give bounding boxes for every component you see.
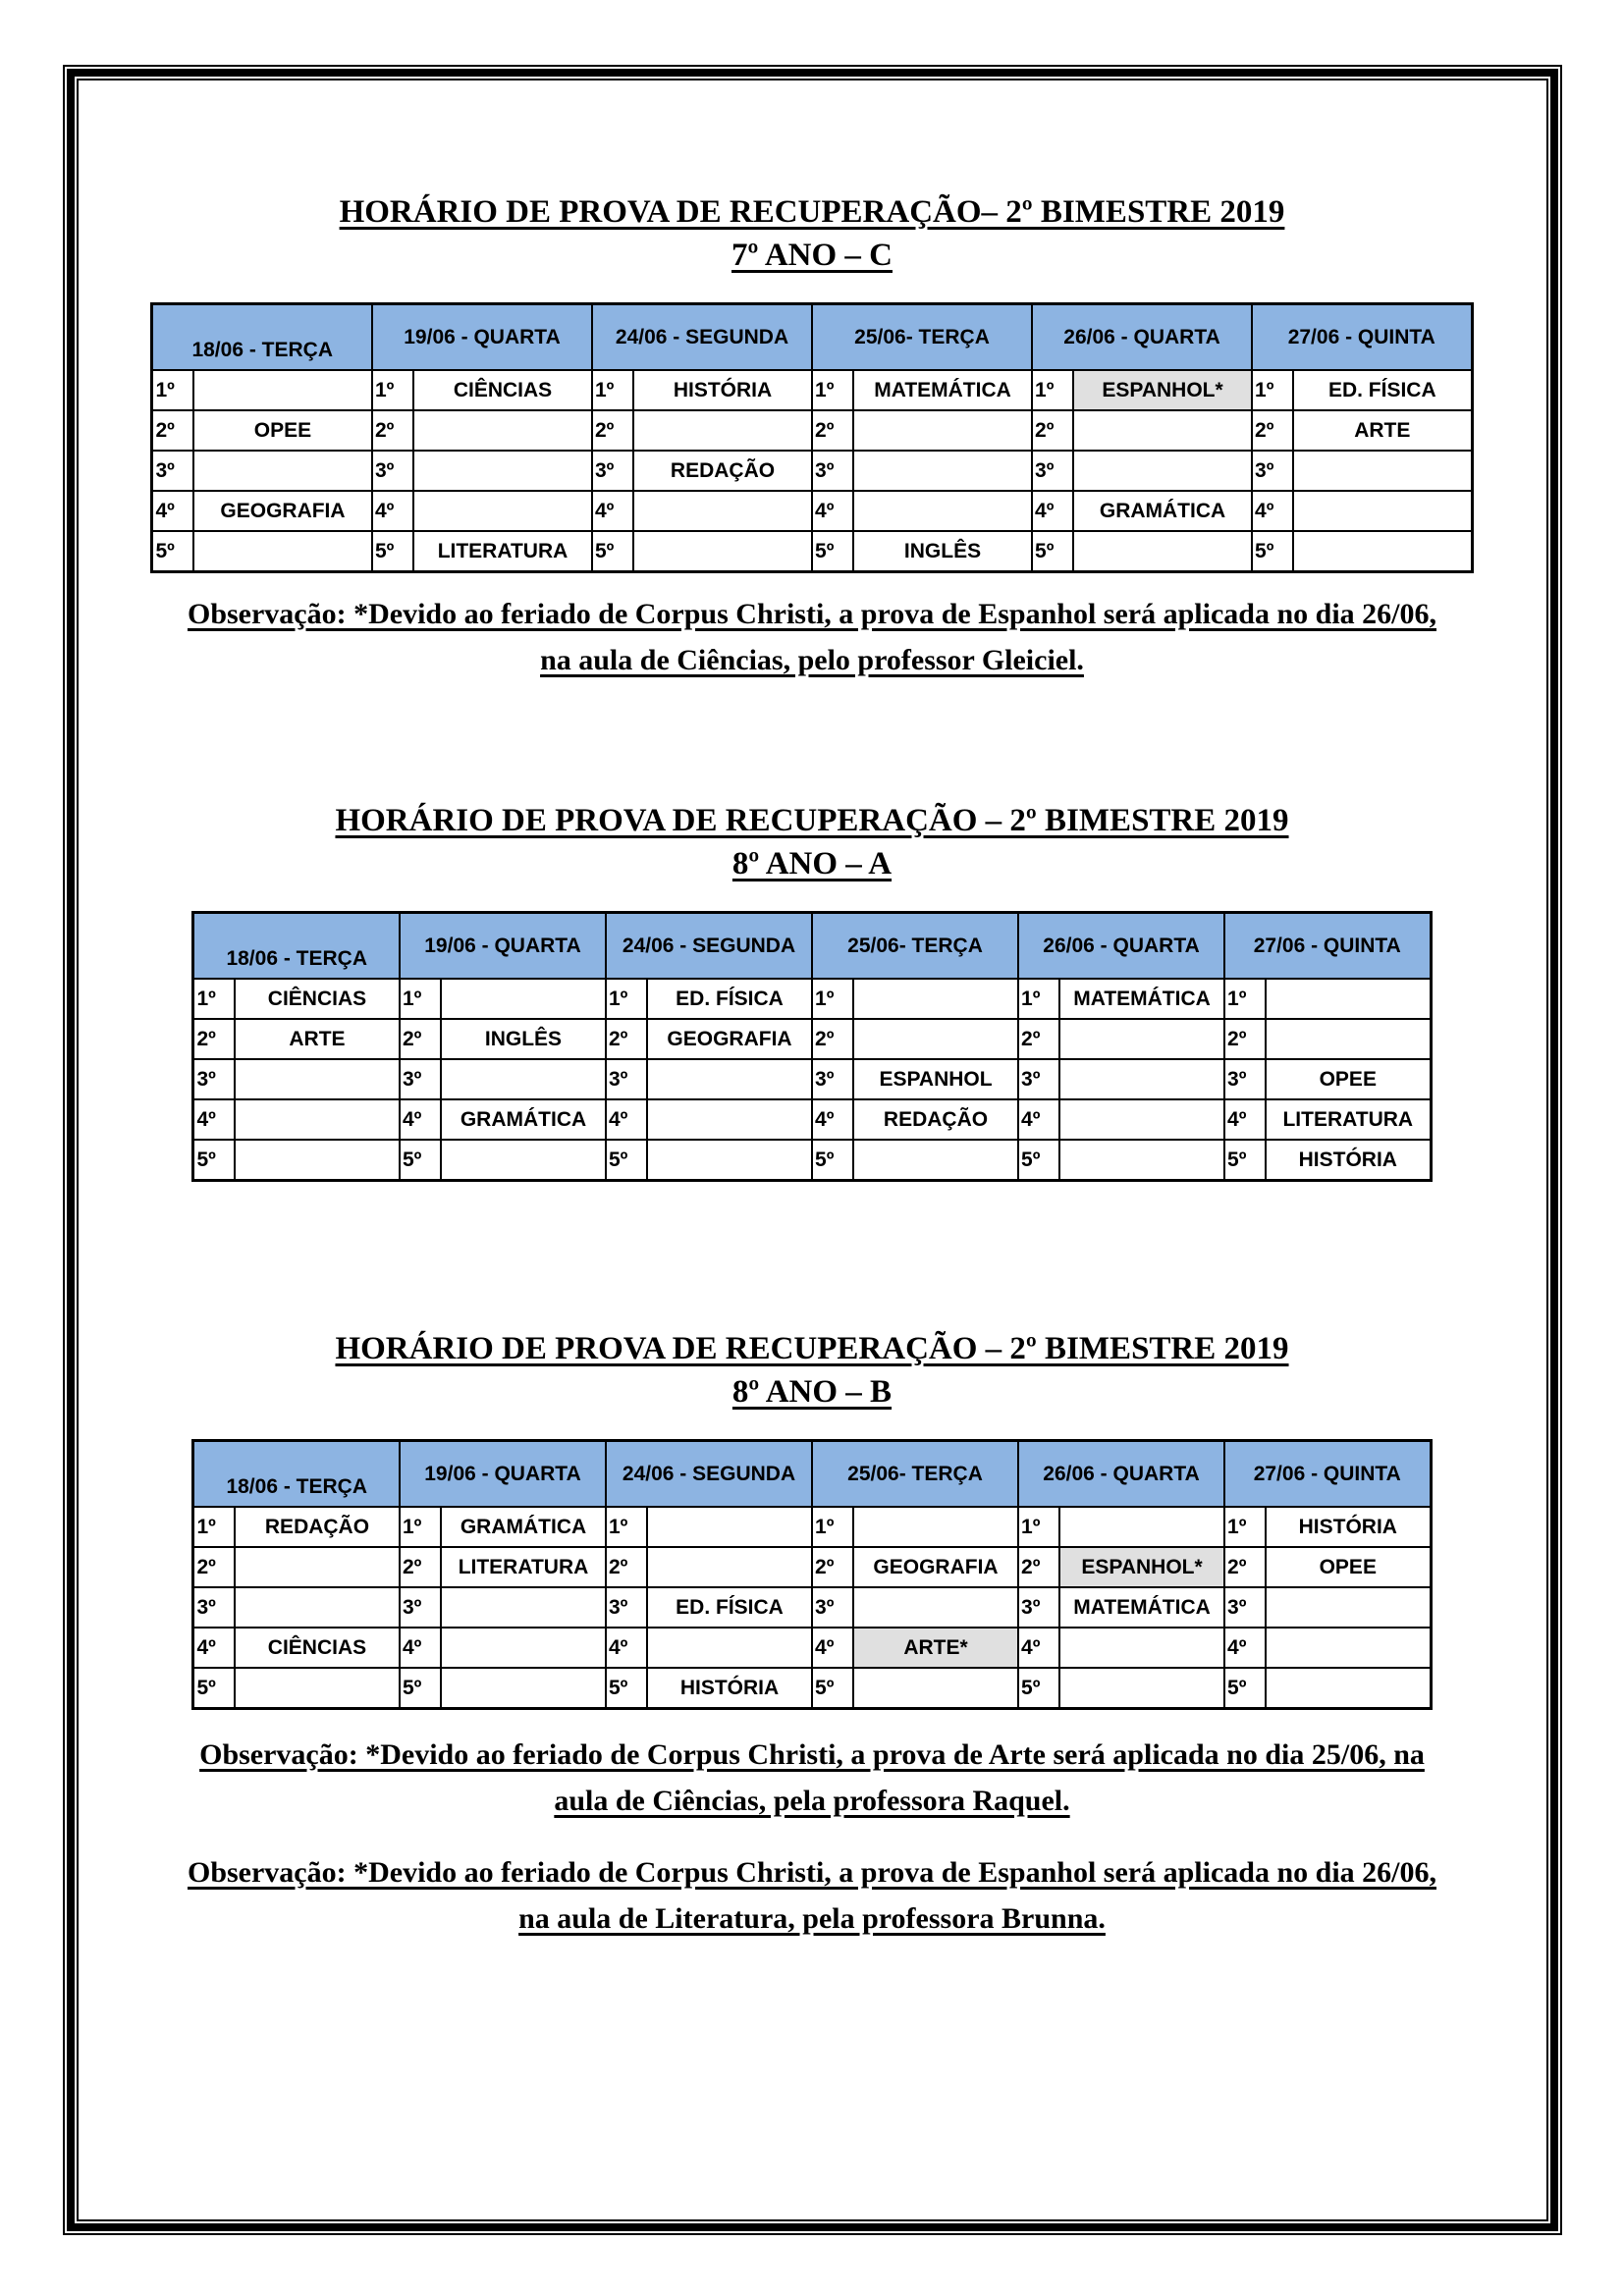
subject-cell xyxy=(647,1099,812,1140)
period-label-cell: 4º xyxy=(1032,491,1073,531)
period-label-cell: 5º xyxy=(1018,1668,1059,1709)
subject-cell xyxy=(647,1140,812,1181)
period-label-cell: 4º xyxy=(152,491,193,531)
period-label-cell: 3º xyxy=(372,451,413,491)
period-label-cell: 4º xyxy=(606,1628,647,1668)
day-header-cell: 26/06 - QUARTA xyxy=(1018,913,1224,980)
period-label-cell: 3º xyxy=(812,1587,853,1628)
period-label-cell: 5º xyxy=(1032,531,1073,572)
period-label-cell: 1º xyxy=(1252,370,1293,410)
subject-cell: GEOGRAFIA xyxy=(647,1019,812,1059)
period-row xyxy=(193,1587,1431,1628)
section-title xyxy=(0,799,1624,885)
subject-cell: ESPANHOL* xyxy=(1059,1547,1224,1587)
subject-cell: ED. FÍSICA xyxy=(1293,370,1472,410)
period-label-cell: 3º xyxy=(1224,1059,1266,1099)
period-label-cell: 3º xyxy=(812,451,853,491)
subject-cell xyxy=(1293,451,1472,491)
period-label-cell: 4º xyxy=(193,1628,235,1668)
subject-cell xyxy=(413,410,592,451)
period-label-cell: 3º xyxy=(1018,1587,1059,1628)
day-header-cell: 26/06 - QUARTA xyxy=(1018,1441,1224,1508)
period-row xyxy=(193,1140,1431,1181)
subject-cell: ED. FÍSICA xyxy=(647,979,812,1019)
subject-cell xyxy=(441,1587,606,1628)
subject-cell xyxy=(413,451,592,491)
period-label-cell: 5º xyxy=(400,1140,441,1181)
subject-cell xyxy=(1266,1628,1431,1668)
period-label-cell: 4º xyxy=(372,491,413,531)
period-label-cell: 5º xyxy=(812,1140,853,1181)
subject-cell xyxy=(633,531,812,572)
subject-cell: LITERATURA xyxy=(441,1547,606,1587)
period-row xyxy=(152,451,1472,491)
period-label-cell: 1º xyxy=(1018,979,1059,1019)
period-row xyxy=(152,370,1472,410)
period-label-cell: 2º xyxy=(400,1547,441,1587)
subject-cell: CIÊNCIAS xyxy=(235,1628,400,1668)
day-header-cell: 24/06 - SEGUNDA xyxy=(606,1441,812,1508)
subject-cell: GRAMÁTICA xyxy=(441,1507,606,1547)
subject-cell xyxy=(235,1668,400,1709)
subject-cell xyxy=(1266,1668,1431,1709)
subject-cell: GRAMÁTICA xyxy=(441,1099,606,1140)
period-label-cell: 3º xyxy=(606,1059,647,1099)
class-title: 8º ANO – B xyxy=(731,1374,893,1410)
subject-cell xyxy=(235,1059,400,1099)
period-label-cell: 1º xyxy=(372,370,413,410)
period-label-cell: 4º xyxy=(812,1628,853,1668)
day-header-cell: 25/06- TERÇA xyxy=(812,1441,1018,1508)
period-label-cell: 5º xyxy=(592,531,633,572)
period-label-cell: 5º xyxy=(193,1140,235,1181)
subject-cell xyxy=(647,1059,812,1099)
period-label-cell: 5º xyxy=(1224,1140,1266,1181)
period-label-cell: 1º xyxy=(1224,979,1266,1019)
period-label-cell: 5º xyxy=(812,531,853,572)
period-label-cell: 2º xyxy=(400,1019,441,1059)
period-label-cell: 1º xyxy=(1018,1507,1059,1547)
period-label-cell: 1º xyxy=(400,1507,441,1547)
period-label-cell: 3º xyxy=(1018,1059,1059,1099)
subject-cell xyxy=(1293,531,1472,572)
period-label-cell: 4º xyxy=(812,491,853,531)
subject-cell: MATEMÁTICA xyxy=(1059,979,1224,1019)
subject-cell xyxy=(647,1628,812,1668)
period-label-cell: 3º xyxy=(1032,451,1073,491)
period-label-cell: 3º xyxy=(592,451,633,491)
subject-cell xyxy=(853,410,1032,451)
period-label-cell: 4º xyxy=(400,1628,441,1668)
day-header-cell: 27/06 - QUINTA xyxy=(1224,913,1431,980)
period-row xyxy=(193,1019,1431,1059)
subject-cell xyxy=(1073,410,1252,451)
subject-cell xyxy=(441,1059,606,1099)
observation-text: Observação: *Devido ao feriado de Corpus Christi, a prova de Arte será aplicada no dia 25/06, na aula de Ciências, pela professora Raquel. xyxy=(199,1738,1425,1817)
observations xyxy=(184,1732,1440,1942)
period-label-cell: 3º xyxy=(606,1587,647,1628)
subject-cell xyxy=(1073,531,1252,572)
section-title xyxy=(0,190,1624,277)
subject-cell: MATEMÁTICA xyxy=(1059,1587,1224,1628)
period-label-cell: 4º xyxy=(1224,1099,1266,1140)
subject-cell: CIÊNCIAS xyxy=(235,979,400,1019)
subject-cell xyxy=(441,1628,606,1668)
period-row xyxy=(193,1507,1431,1547)
subject-cell: HISTÓRIA xyxy=(1266,1507,1431,1547)
period-label-cell: 3º xyxy=(400,1587,441,1628)
subject-cell: OPEE xyxy=(193,410,372,451)
period-label-cell: 2º xyxy=(812,1547,853,1587)
day-header-cell: 27/06 - QUINTA xyxy=(1252,304,1472,371)
period-label-cell: 3º xyxy=(812,1059,853,1099)
period-label-cell: 2º xyxy=(1252,410,1293,451)
period-label-cell: 2º xyxy=(193,1547,235,1587)
subject-cell xyxy=(1059,1099,1224,1140)
day-header-cell: 27/06 - QUINTA xyxy=(1224,1441,1431,1508)
section-title xyxy=(0,1327,1624,1414)
period-row xyxy=(193,1059,1431,1099)
subject-cell xyxy=(413,491,592,531)
period-label-cell: 1º xyxy=(812,1507,853,1547)
subject-cell xyxy=(1293,491,1472,531)
day-header-row xyxy=(152,304,1472,371)
day-header-cell: 19/06 - QUARTA xyxy=(400,1441,606,1508)
class-title: 7º ANO – C xyxy=(731,238,893,273)
period-label-cell: 2º xyxy=(606,1019,647,1059)
subject-cell: OPEE xyxy=(1266,1547,1431,1587)
period-row xyxy=(152,531,1472,572)
day-header-cell: 18/06 - TERÇA xyxy=(152,304,372,371)
period-label-cell: 2º xyxy=(193,1019,235,1059)
subject-cell xyxy=(853,1668,1018,1709)
period-label-cell: 5º xyxy=(606,1140,647,1181)
period-label-cell: 2º xyxy=(606,1547,647,1587)
day-header-cell: 25/06- TERÇA xyxy=(812,304,1032,371)
subject-cell: CIÊNCIAS xyxy=(413,370,592,410)
day-header-cell: 26/06 - QUARTA xyxy=(1032,304,1252,371)
schedule-table-8ano-a xyxy=(191,911,1432,1182)
period-label-cell: 1º xyxy=(812,979,853,1019)
period-label-cell: 3º xyxy=(193,1587,235,1628)
period-label-cell: 5º xyxy=(1252,531,1293,572)
period-row xyxy=(193,979,1431,1019)
subject-cell xyxy=(235,1099,400,1140)
subject-cell xyxy=(1059,1140,1224,1181)
period-label-cell: 4º xyxy=(606,1099,647,1140)
subject-cell: HISTÓRIA xyxy=(647,1668,812,1709)
period-label-cell: 5º xyxy=(152,531,193,572)
subject-cell: INGLÊS xyxy=(441,1019,606,1059)
period-label-cell: 4º xyxy=(1018,1628,1059,1668)
period-row xyxy=(152,410,1472,451)
subject-cell: LITERATURA xyxy=(413,531,592,572)
day-header-row xyxy=(193,1441,1431,1508)
observations xyxy=(184,591,1440,683)
subject-cell: GRAMÁTICA xyxy=(1073,491,1252,531)
subject-cell: ARTE xyxy=(235,1019,400,1059)
subject-cell xyxy=(235,1587,400,1628)
period-label-cell: 1º xyxy=(152,370,193,410)
period-label-cell: 3º xyxy=(400,1059,441,1099)
subject-cell xyxy=(193,451,372,491)
subject-cell xyxy=(647,1547,812,1587)
schedule-title: HORÁRIO DE PROVA DE RECUPERAÇÃO – 2º BIMESTRE 2019 xyxy=(335,1331,1289,1366)
subject-cell xyxy=(441,1140,606,1181)
subject-cell xyxy=(441,1668,606,1709)
subject-cell xyxy=(1059,1668,1224,1709)
day-header-cell: 18/06 - TERÇA xyxy=(193,1441,400,1508)
subject-cell: INGLÊS xyxy=(853,531,1032,572)
period-row xyxy=(193,1099,1431,1140)
period-label-cell: 1º xyxy=(193,979,235,1019)
period-label-cell: 4º xyxy=(400,1099,441,1140)
period-label-cell: 5º xyxy=(1018,1140,1059,1181)
period-label-cell: 3º xyxy=(1252,451,1293,491)
period-label-cell: 2º xyxy=(812,1019,853,1059)
subject-cell xyxy=(1266,1587,1431,1628)
period-label-cell: 4º xyxy=(812,1099,853,1140)
period-label-cell: 2º xyxy=(812,410,853,451)
subject-cell: OPEE xyxy=(1266,1059,1431,1099)
subject-cell xyxy=(853,1140,1018,1181)
day-header-cell: 19/06 - QUARTA xyxy=(400,913,606,980)
subject-cell xyxy=(1059,1628,1224,1668)
period-label-cell: 3º xyxy=(152,451,193,491)
subject-cell: GEOGRAFIA xyxy=(853,1547,1018,1587)
period-label-cell: 2º xyxy=(1224,1019,1266,1059)
period-label-cell: 5º xyxy=(372,531,413,572)
period-label-cell: 2º xyxy=(1224,1547,1266,1587)
period-label-cell: 2º xyxy=(152,410,193,451)
subject-cell xyxy=(1059,1019,1224,1059)
subject-cell: LITERATURA xyxy=(1266,1099,1431,1140)
observation-text: Observação: *Devido ao feriado de Corpus Christi, a prova de Espanhol será aplicada no dia 26/06, na aula de Literatura, pela professora Brunna. xyxy=(187,1856,1437,1935)
subject-cell xyxy=(193,370,372,410)
schedule-table-7ano-c xyxy=(150,302,1473,573)
subject-cell xyxy=(647,1507,812,1547)
period-label-cell: 4º xyxy=(1224,1628,1266,1668)
subject-cell xyxy=(853,451,1032,491)
period-label-cell: 2º xyxy=(592,410,633,451)
subject-cell xyxy=(853,1019,1018,1059)
subject-cell xyxy=(853,491,1032,531)
day-header-row xyxy=(193,913,1431,980)
period-row xyxy=(193,1668,1431,1709)
period-label-cell: 3º xyxy=(193,1059,235,1099)
subject-cell xyxy=(853,1507,1018,1547)
period-label-cell: 4º xyxy=(1252,491,1293,531)
subject-cell: HISTÓRIA xyxy=(633,370,812,410)
period-label-cell: 2º xyxy=(1032,410,1073,451)
period-label-cell: 2º xyxy=(1018,1547,1059,1587)
subject-cell: ARTE xyxy=(1293,410,1472,451)
period-label-cell: 5º xyxy=(400,1668,441,1709)
period-label-cell: 2º xyxy=(1018,1019,1059,1059)
subject-cell xyxy=(853,1587,1018,1628)
subject-cell: HISTÓRIA xyxy=(1266,1140,1431,1181)
period-label-cell: 1º xyxy=(400,979,441,1019)
subject-cell xyxy=(853,979,1018,1019)
subject-cell: ED. FÍSICA xyxy=(647,1587,812,1628)
subject-cell xyxy=(633,410,812,451)
period-label-cell: 5º xyxy=(1224,1668,1266,1709)
subject-cell: MATEMÁTICA xyxy=(853,370,1032,410)
period-label-cell: 2º xyxy=(372,410,413,451)
section-8ano-a xyxy=(0,799,1624,1182)
subject-cell xyxy=(441,979,606,1019)
subject-cell: REDAÇÃO xyxy=(853,1099,1018,1140)
schedule-table-8ano-b xyxy=(191,1439,1432,1710)
day-header-cell: 19/06 - QUARTA xyxy=(372,304,592,371)
subject-cell: ESPANHOL* xyxy=(1073,370,1252,410)
subject-cell: REDAÇÃO xyxy=(633,451,812,491)
period-row xyxy=(152,491,1472,531)
subject-cell xyxy=(1059,1507,1224,1547)
day-header-cell: 24/06 - SEGUNDA xyxy=(606,913,812,980)
period-row xyxy=(193,1547,1431,1587)
subject-cell xyxy=(235,1140,400,1181)
period-label-cell: 1º xyxy=(812,370,853,410)
schedule-title: HORÁRIO DE PROVA DE RECUPERAÇÃO – 2º BIMESTRE 2019 xyxy=(335,803,1289,838)
subject-cell xyxy=(235,1547,400,1587)
day-header-cell: 25/06- TERÇA xyxy=(812,913,1018,980)
period-label-cell: 4º xyxy=(1018,1099,1059,1140)
period-row xyxy=(193,1628,1431,1668)
period-label-cell: 4º xyxy=(193,1099,235,1140)
day-header-cell: 18/06 - TERÇA xyxy=(193,913,400,980)
subject-cell xyxy=(1266,1019,1431,1059)
period-label-cell: 3º xyxy=(1224,1587,1266,1628)
subject-cell: REDAÇÃO xyxy=(235,1507,400,1547)
subject-cell xyxy=(1073,451,1252,491)
subject-cell xyxy=(193,531,372,572)
subject-cell xyxy=(1059,1059,1224,1099)
section-7ano-c xyxy=(0,190,1624,683)
period-label-cell: 1º xyxy=(193,1507,235,1547)
section-8ano-b xyxy=(0,1327,1624,1942)
period-label-cell: 1º xyxy=(1032,370,1073,410)
subject-cell xyxy=(633,491,812,531)
period-label-cell: 5º xyxy=(193,1668,235,1709)
class-title: 8º ANO – A xyxy=(731,846,893,881)
period-label-cell: 1º xyxy=(1224,1507,1266,1547)
period-label-cell: 5º xyxy=(606,1668,647,1709)
day-header-cell: 24/06 - SEGUNDA xyxy=(592,304,812,371)
subject-cell: ARTE* xyxy=(853,1628,1018,1668)
period-label-cell: 1º xyxy=(606,979,647,1019)
period-label-cell: 4º xyxy=(592,491,633,531)
subject-cell: GEOGRAFIA xyxy=(193,491,372,531)
period-label-cell: 1º xyxy=(606,1507,647,1547)
schedule-title: HORÁRIO DE PROVA DE RECUPERAÇÃO– 2º BIMESTRE 2019 xyxy=(339,194,1285,230)
period-label-cell: 5º xyxy=(812,1668,853,1709)
period-label-cell: 1º xyxy=(592,370,633,410)
observation-text: Observação: *Devido ao feriado de Corpus Christi, a prova de Espanhol será aplicada no dia 26/06, na aula de Ciências, pelo professor Gleiciel. xyxy=(187,598,1437,676)
subject-cell: ESPANHOL xyxy=(853,1059,1018,1099)
subject-cell xyxy=(1266,979,1431,1019)
